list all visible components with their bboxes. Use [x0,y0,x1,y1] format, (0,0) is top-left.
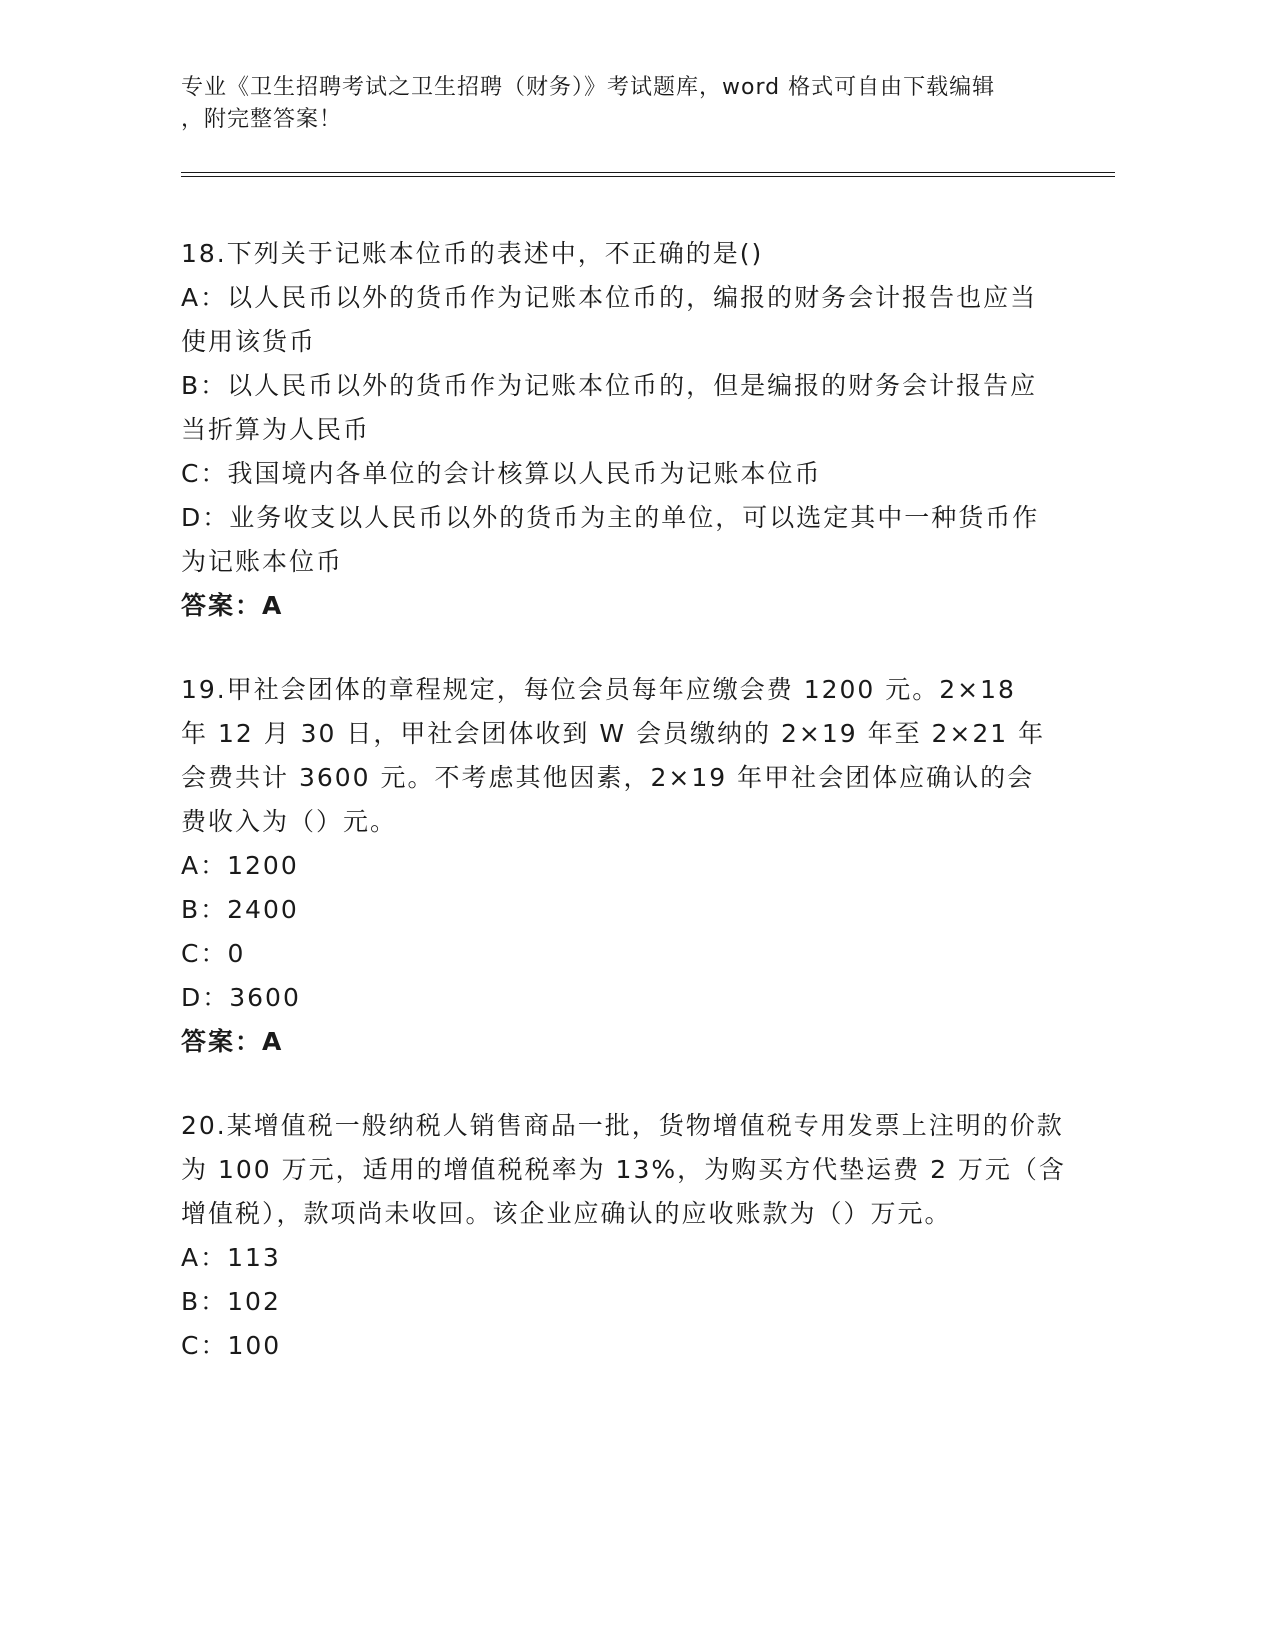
rule-line-bottom [181,176,1115,177]
option-b: B：102 [181,1287,281,1316]
question-stem: 19.甲社会团体的章程规定，每位会员每年应缴会费 1200 元。2×18 年 12 月 30 日，甲社会团体收到 W 会员缴纳的 2×19 年至 2×21 年会费共计 3600 元。不考虑其他因素，2×19 年甲社会团体应确认的会费收入为（）元。 [181,675,1046,836]
answer-line: 答案：A [181,591,284,620]
header-line-2: ，附完整答案！ [181,107,343,132]
option-d: D：业务收支以人民币以外的货币为主的单位，可以选定其中一种货币作为记账本位币 [181,503,1040,576]
option-a: A：1200 [181,851,299,880]
option-c: C：100 [181,1331,282,1360]
rule-line-top [181,172,1115,173]
option-b: B：2400 [181,895,299,924]
question-stem: 18.下列关于记账本位币的表述中，不正确的是() [181,239,764,268]
header-double-rule [181,172,1115,178]
answer-line: 答案：A [181,1027,284,1056]
option-b: B：以人民币以外的货币作为记账本位币的，但是编报的财务会计报告应当折算为人民币 [181,371,1038,444]
option-c: C：我国境内各单位的会计核算以人民币为记账本位币 [181,459,822,488]
header-line-1: 专业《卫生招聘考试之卫生招聘（财务）》考试题库，word 格式可自由下载编辑 [181,75,996,100]
question-19 [181,668,1051,1064]
question-stem: 20.某增值税一般纳税人销售商品一批，货物增值税专用发票上注明的价款为 100 万元，适用的增值税税率为 13%，为购买方代垫运费 2 万元（含增值税），款项尚未收回。该企业应确认的应收账款为（）万元。 [181,1111,1066,1228]
question-20 [181,1104,1066,1368]
option-a: A：以人民币以外的货币作为记账本位币的，编报的财务会计报告也应当使用该货币 [181,283,1038,356]
page-header [181,72,1041,136]
question-18 [181,232,1061,628]
option-c: C：0 [181,939,246,968]
option-a: A：113 [181,1243,281,1272]
option-d: D：3600 [181,983,301,1012]
